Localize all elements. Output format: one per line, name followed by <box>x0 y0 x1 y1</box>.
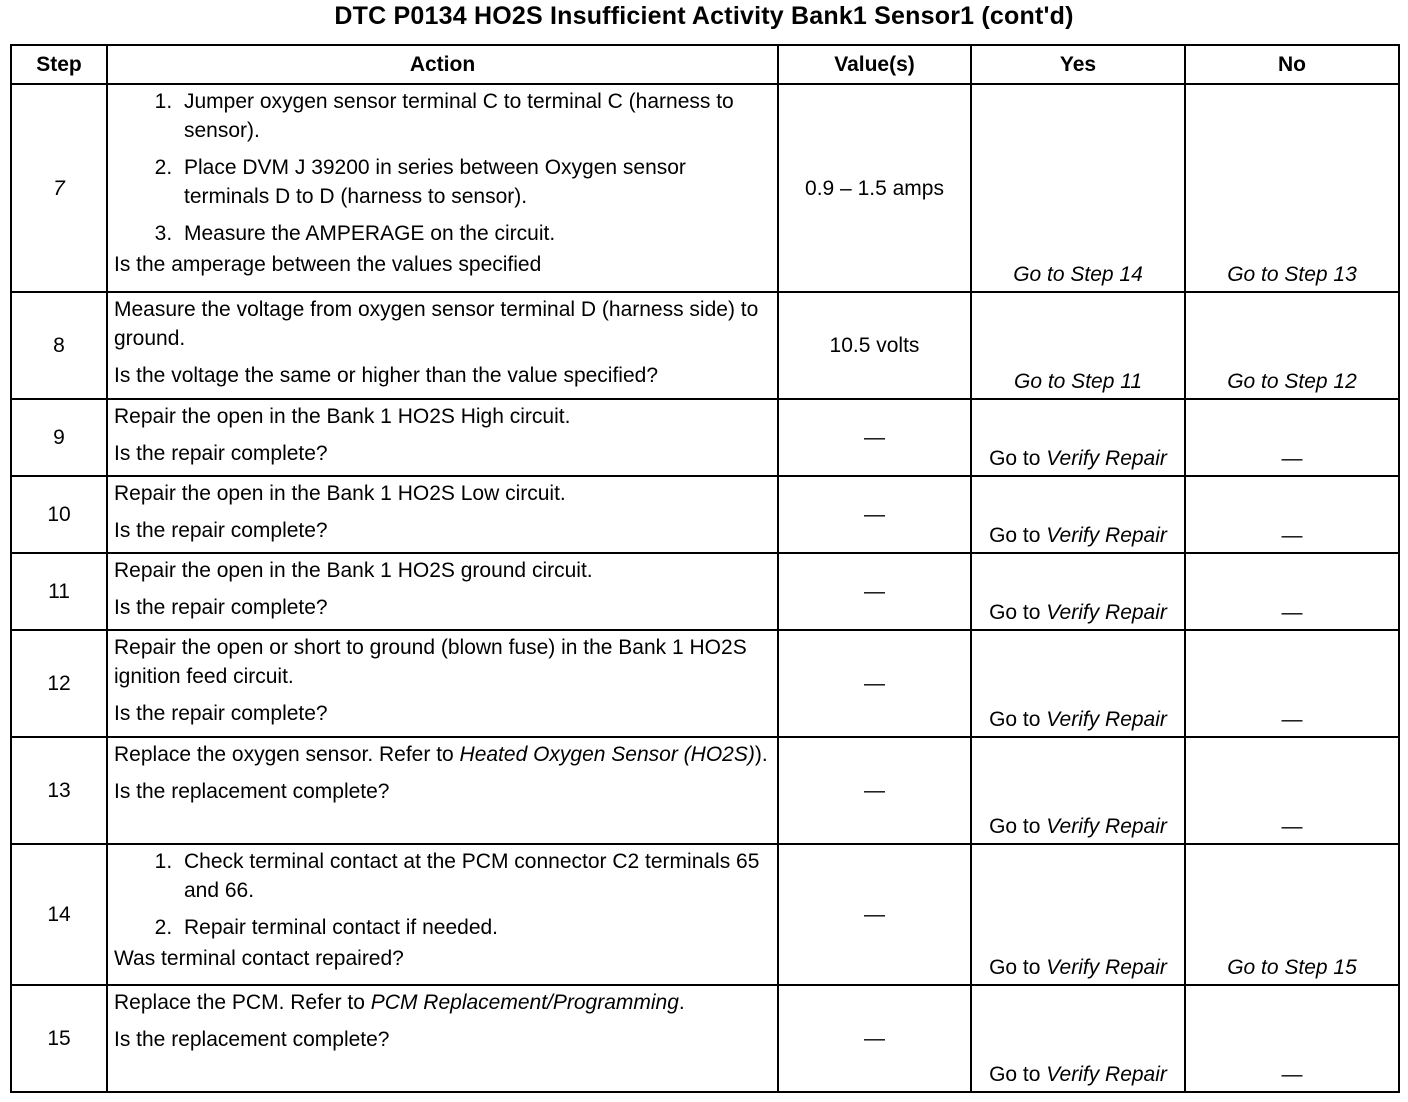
action-cell <box>107 737 778 844</box>
step-number: 14 <box>11 844 107 985</box>
action-text: Repair the open in the Bank 1 HO2S ground circuit. <box>114 559 593 582</box>
yes-prefix: Go to <box>989 708 1041 731</box>
header-yes: Yes <box>971 45 1185 84</box>
yes-prefix: Go to <box>989 815 1041 838</box>
verify-repair-ref: Verify Repair <box>1046 1063 1167 1086</box>
yes-cell: Go to Step 14 <box>971 84 1185 292</box>
verify-repair-ref: Verify Repair <box>1046 524 1167 547</box>
action-question: Is the repair complete? <box>114 442 328 465</box>
step-number: 11 <box>11 553 107 630</box>
yes-cell <box>971 737 1185 844</box>
no-cell: Go to Step 13 <box>1185 84 1399 292</box>
value-cell: — <box>778 476 971 553</box>
table-row-step-14 <box>11 844 1399 985</box>
step-number: 10 <box>11 476 107 553</box>
no-cell: — <box>1185 985 1399 1092</box>
table-row-step-9 <box>11 399 1399 476</box>
page-title: DTC P0134 HO2S Insufficient Activity Bank1 Sensor1 (cont'd) <box>334 2 1074 30</box>
action-text-prefix: Replace the oxygen sensor. Refer to <box>114 743 454 766</box>
yes-cell <box>971 553 1185 630</box>
value-cell: 0.9 – 1.5 amps <box>778 84 971 292</box>
yes-prefix: Go to <box>989 447 1041 470</box>
table-row-step-12 <box>11 630 1399 737</box>
action-cell <box>107 84 778 292</box>
action-text: Repair the open in the Bank 1 HO2S Low circuit. <box>114 482 566 505</box>
action-list-item: 2. Place DVM J 39200 in series between Oxygen sensor terminals D to D (harness to sensor). <box>178 153 771 211</box>
step-number: 12 <box>11 630 107 737</box>
header-values: Value(s) <box>778 45 971 84</box>
header-row <box>11 45 1399 84</box>
no-cell: Go to Step 12 <box>1185 292 1399 399</box>
verify-repair-ref: Verify Repair <box>1046 956 1167 979</box>
action-list-item: 1. Jumper oxygen sensor terminal C to terminal C (harness to sensor). <box>178 87 771 145</box>
value-cell: — <box>778 985 971 1092</box>
action-text: Repair the open or short to ground (blown fuse) in the Bank 1 HO2S ignition feed circuit. <box>114 636 747 688</box>
action-question: Is the amperage between the values specified <box>114 253 542 276</box>
value-cell: — <box>778 630 971 737</box>
verify-repair-ref: Verify Repair <box>1046 601 1167 624</box>
step-number: 7 <box>11 84 107 292</box>
yes-prefix: Go to <box>989 1063 1041 1086</box>
yes-cell <box>971 844 1185 985</box>
action-text-suffix: ). <box>754 743 768 766</box>
no-cell: Go to Step 15 <box>1185 844 1399 985</box>
table-row-step-11 <box>11 553 1399 630</box>
yes-cell <box>971 630 1185 737</box>
step-number: 13 <box>11 737 107 844</box>
step-number: 15 <box>11 985 107 1092</box>
header-step: Step <box>11 45 107 84</box>
action-question: Is the replacement complete? <box>114 780 390 803</box>
table-row-step-15 <box>11 985 1399 1092</box>
action-list-item: 3. Measure the AMPERAGE on the circuit. <box>178 219 771 248</box>
action-list-item: 2. Repair terminal contact if needed. <box>178 913 771 942</box>
action-question: Is the replacement complete? <box>114 1028 390 1051</box>
cross-reference: PCM Replacement/Programming <box>370 991 679 1014</box>
value-cell: — <box>778 737 971 844</box>
action-question: Is the voltage the same or higher than the value specified? <box>114 364 659 387</box>
action-list-item: 1. Check terminal contact at the PCM connector C2 terminals 65 and 66. <box>178 847 771 905</box>
verify-repair-ref: Verify Repair <box>1046 447 1167 470</box>
action-question: Is the repair complete? <box>114 702 328 725</box>
action-text: Repair the open in the Bank 1 HO2S High circuit. <box>114 405 571 428</box>
action-text <box>114 740 771 769</box>
table-row-step-8 <box>11 292 1399 399</box>
action-list <box>114 847 771 942</box>
yes-cell: Go to Step 11 <box>971 292 1185 399</box>
action-cell <box>107 399 778 476</box>
action-question: Is the repair complete? <box>114 519 328 542</box>
table-row-step-10 <box>11 476 1399 553</box>
table-row-step-7 <box>11 84 1399 292</box>
no-cell: — <box>1185 737 1399 844</box>
step-number: 8 <box>11 292 107 399</box>
yes-prefix: Go to <box>989 956 1041 979</box>
value-cell: — <box>778 399 971 476</box>
yes-cell <box>971 399 1185 476</box>
action-question: Was terminal contact repaired? <box>114 947 404 970</box>
yes-prefix: Go to <box>989 524 1041 547</box>
value-cell: 10.5 volts <box>778 292 971 399</box>
header-action: Action <box>107 45 778 84</box>
action-question: Is the repair complete? <box>114 596 328 619</box>
action-text-suffix: . <box>678 991 685 1014</box>
no-cell: — <box>1185 630 1399 737</box>
yes-prefix: Go to <box>989 601 1041 624</box>
verify-repair-ref: Verify Repair <box>1046 815 1167 838</box>
yes-cell <box>971 476 1185 553</box>
action-cell <box>107 292 778 399</box>
action-cell <box>107 476 778 553</box>
action-text <box>114 988 771 1017</box>
no-cell: — <box>1185 553 1399 630</box>
value-cell: — <box>778 844 971 985</box>
value-cell: — <box>778 553 971 630</box>
action-cell <box>107 630 778 737</box>
header-no: No <box>1185 45 1399 84</box>
diagnostic-table <box>10 44 1400 1093</box>
action-text: Measure the voltage from oxygen sensor terminal D (harness side) to ground. <box>114 298 759 350</box>
cross-reference: Heated Oxygen Sensor (HO2S) <box>459 743 755 766</box>
action-cell <box>107 553 778 630</box>
action-text-prefix: Replace the PCM. Refer to <box>114 991 365 1014</box>
yes-cell <box>971 985 1185 1092</box>
verify-repair-ref: Verify Repair <box>1046 708 1167 731</box>
action-cell <box>107 985 778 1092</box>
action-list <box>114 87 771 248</box>
action-cell <box>107 844 778 985</box>
no-cell: — <box>1185 399 1399 476</box>
step-number: 9 <box>11 399 107 476</box>
no-cell: — <box>1185 476 1399 553</box>
table-row-step-13 <box>11 737 1399 844</box>
